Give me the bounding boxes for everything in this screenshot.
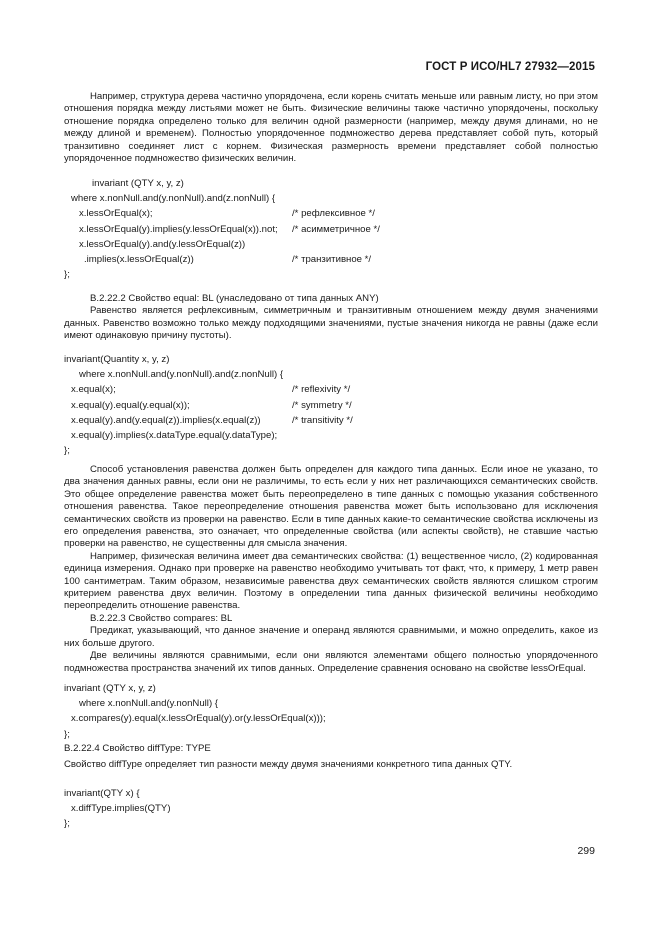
paragraph-compares-predicate: Предикат, указывающий, что данное значение и операнд являются сравнимыми, и можно определить, какое из них больше другого. <box>64 625 598 649</box>
section-heading-compares: B.2.22.3 Свойство compares: BL <box>90 612 233 624</box>
document-header-id: ГОСТ Р ИСО/HL7 27932—2015 <box>425 61 595 73</box>
section-heading-equal: B.2.22.2 Свойство equal: BL (унаследовано от типа данных ANY) <box>90 293 379 304</box>
code-comment: /* асимметричное */ <box>292 223 380 235</box>
section-difftype <box>64 743 598 772</box>
section-heading-difftype: B.2.22.4 Свойство diffType: TYPE <box>64 743 211 754</box>
paragraph-difftype: Свойство diffType определяет тип разности между двумя значениями конкретного типа данных QTY. <box>64 759 513 771</box>
document-page: ГОСТ Р ИСО/HL7 27932—2015 Например, структура дерева частично упорядочена, если корень считать меньше или равным листу, но при этом отношения порядка между листьями может не быть. Физические величины также частично упорядочены, поскольку отношение порядка определено только для величин одной размерности (например, между двумя длинами, но не между длиной и временем). Полностью упорядоченное подмножество дерева представляет собой путь, который транзитивно соединяет лист с корнем. Физическая размерность времени представляет собой полностью упорядоченное подмножество физических величин. invariant (QTY x, y, z) where x.nonNull.and(y.nonNull).and(z.nonNull) { x.lessOrEqual(x); /* рефлексивное */ x.lessOrEqual(y).implies(y.lessOrEqual(x)).not; /* асимметричное */ x.lessOrEqual(y).and(y.lessOrEqual(z)) .implies(x.lessOrEqual(z)) /* транзитивное */ }; B.2.22.2 Свойство equal: BL (унаследовано от типа данных ANY) Равенство является рефлексивным, симметричным и транзитивным отношением между двумя значениями данных. Равенство возможно только между подходящими значениями, пустые значения никогда не равны (даже если имеют одинаковую причину пустоты). invariant(Quantity x, y, z) where x.nonNull.and(y.nonNull).and(z.nonNull) { x.equal(x); /* reflexivity */ x.equal(y).equal(y.equal(x)); /* symmetry */ x.equal(y).and(y.equal(z)).implies(x.equal(z)) /* transitivity */ x.equal(y).implies(x.dataType.equal(y.dataType); }; Способ установления равенства должен быть определен для каждого типа данных. Если иное не указано, то два значения данных равны, если они не различимы, то есть если у них нет различающихся семантических свойств. Это общее определение равенства может быть переопределено в типе данных с помощью указания собственного отношения равенства. Такое переопределение отношения равенства может быть использовано для исключения семантических свойств из проверки на равенство. Если в типе данных какие-то семантические свойства исключены из его определения равенства, это означает, что определенные свойства (или аспекты свойств), не ставшие частью проверки на равенство, не существенны для смысла значения. Например, физическая величина имеет два семантических свойства: (1) вещественное число, (2) кодированная единица измерения. Однако при проверке на равенство необходимо учитывать тот факт, что, к примеру, 1 метр равен 100 сантиметрам. Таким образом, независимые равенства двух семантических свойств являются слишком строгим критерием равенства двух величин. Поэтому в определении типа данных физической величины необходимо переопределить отношение равенства. B.2.22.3 Свойство compares: BL Предикат, указывающий, что данное значение и операнд являются сравнимыми, и можно определить, какое из них больше другого. Две величины являются сравнимыми, если они являются элементами общего полностью упорядоченного подмножества пространства значений их типов данных. Определение сравнения основано на свойстве lessOrEqual. invariant (QTY x, y, z) where x.nonNull.and(y.nonNull) { x.compares(y).equal(x.lessOrEqual(y).or(y.lessOrEqual(x))); }; B.2.22.4 Свойство diffType: TYPE Свойство diffType определяет тип разности между двумя значениями конкретного типа данных QTY. invariant(QTY x) { x.diffType.implies(QTY) }; 299 <box>64 61 598 857</box>
code-comment: /* symmetry */ <box>292 399 352 411</box>
paragraph-equality-definition: Способ установления равенства должен быть определен для каждого типа данных. Если иное не указано, то два значения данных равны, если они не различимы, то есть если у них нет различающихся семантических свойств. Это общее определение равенства может быть переопределено в типе данных с помощью указания собственного отношения равенства. Такое переопределение отношения равенства может быть использовано для исключения семантических свойств из проверки на равенство. Если в типе данных какие-то семантические свойства исключены из его определения равенства, это означает, что определенные свойства (или аспекты свойств), не ставшие частью проверки на равенство, не существенны для смысла значения. <box>64 464 598 550</box>
code-comment: /* транзитивное */ <box>292 253 372 265</box>
page-number: 299 <box>577 845 595 857</box>
paragraph-equality: Равенство является рефлексивным, симметричным и транзитивным отношением между двумя значениями данных. Равенство возможно только между подходящими значениями, пустые значения никогда не равны (даже если имеют одинаковую причину пустоты). <box>64 305 598 342</box>
code-comment: /* рефлексивное */ <box>292 208 375 220</box>
section-equality-discussion <box>64 464 598 675</box>
code-comment: /* reflexivity */ <box>292 384 351 396</box>
paragraph-comparable: Две величины являются сравнимыми, если они являются элементами общего полностью упорядоченного подмножества пространства значений их типов данных. Определение сравнения основано на свойстве lessOrEqual. <box>64 650 598 674</box>
paragraph-physical-quantity: Например, физическая величина имеет два семантических свойства: (1) вещественное число, (2) кодированная единица измерения. Однако при проверке на равенство необходимо учитывать тот факт, что, к примеру, 1 метр равен 100 сантиметрам. Таким образом, независимые равенства двух семантических свойств являются слишком строгим критерием равенства двух величин. Поэтому в определении типа данных физической величины необходимо переопределить отношение равенства. <box>64 550 598 612</box>
paragraph-partial-order: Например, структура дерева частично упорядочена, если корень считать меньше или равным листу, но при этом отношения порядка между листьями может не быть. Физические величины также частично упорядочены, поскольку отношение порядка определено только для величин одной размерности (например, между двумя длинами, но не между длиной и временем). Полностью упорядоченное подмножество дерева представляет собой путь, который транзитивно соединяет лист с корнем. Физическая размерность времени представляет собой полностью упорядоченное подмножество физических величин. <box>64 91 598 165</box>
section-equal <box>64 293 598 343</box>
code-comment: /* transitivity */ <box>292 414 353 426</box>
